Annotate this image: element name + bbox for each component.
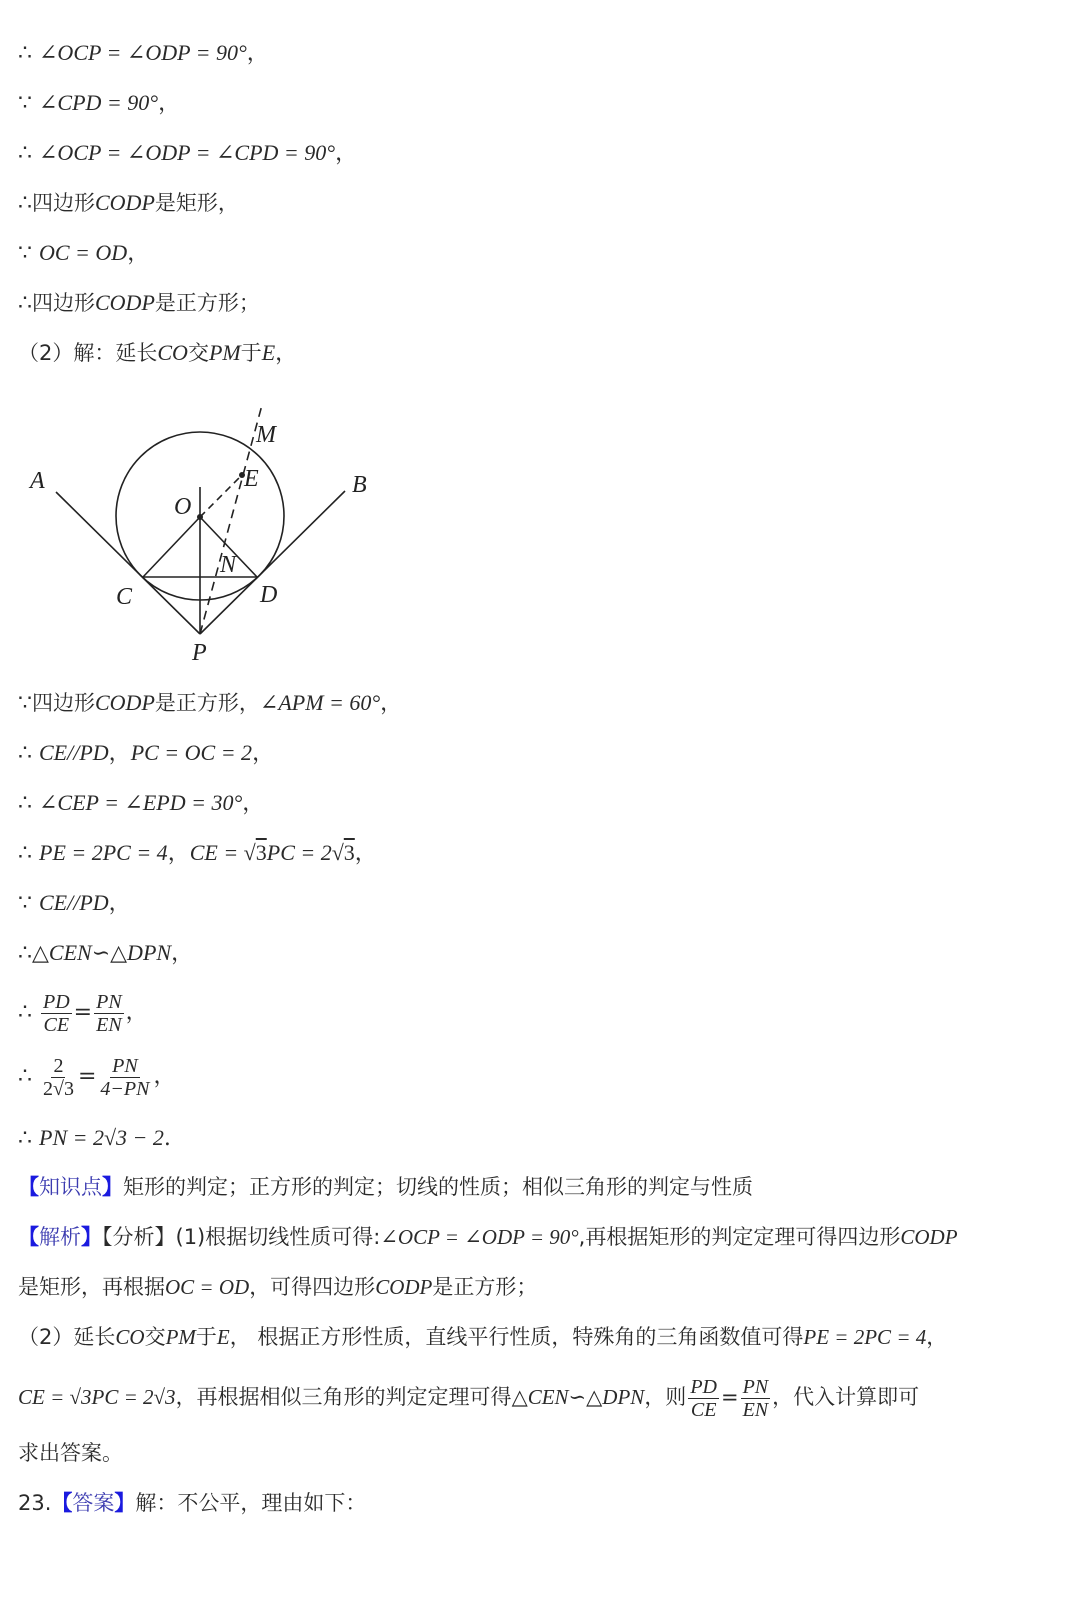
punctuation: ， bbox=[242, 791, 265, 816]
math-expression: CODP bbox=[375, 1275, 433, 1299]
proof-line-12 bbox=[18, 888, 131, 919]
punctuation: ， bbox=[246, 41, 269, 66]
math-expression: CO bbox=[115, 1325, 145, 1349]
punctuation: ， bbox=[158, 91, 181, 116]
bracket-open: 【 bbox=[18, 1175, 39, 1199]
numerator: PN bbox=[742, 1375, 769, 1398]
math-expression: PC = OC = 2 bbox=[130, 740, 253, 765]
text: 是正方形； bbox=[154, 291, 260, 315]
text: (1)根据切线性质可得: bbox=[175, 1225, 381, 1249]
denominator: CE bbox=[43, 1013, 70, 1036]
label-m: M bbox=[256, 422, 276, 448]
punctuation: ， bbox=[108, 741, 131, 766]
math-expression: E bbox=[216, 1325, 230, 1349]
answer-23 bbox=[18, 1488, 366, 1518]
answer-text: 解：不公平，理由如下： bbox=[135, 1491, 367, 1515]
numerator: PN bbox=[96, 990, 122, 1013]
proof-line-2 bbox=[18, 88, 180, 119]
bracket-close: 】 bbox=[102, 1175, 123, 1199]
label-a: A bbox=[30, 468, 45, 494]
math-expression: OC = OD bbox=[39, 240, 128, 265]
knowledge-text: 矩形的判定；正方形的判定；切线的性质；相似三角形的判定与性质 bbox=[123, 1175, 753, 1199]
label-c: C bbox=[116, 584, 133, 610]
text: ,再根据矩形的判定定理可得四边形 bbox=[578, 1225, 901, 1249]
punctuation: ， bbox=[127, 241, 150, 266]
fraction-pd-ce bbox=[688, 1376, 719, 1421]
therefore-symbol: ∴ bbox=[18, 941, 32, 966]
math-expression: CODP bbox=[95, 290, 155, 315]
therefore-symbol: ∴ bbox=[18, 1000, 32, 1025]
math-expression: OC = OD bbox=[165, 1275, 250, 1299]
math-expression: CE = √ bbox=[189, 840, 256, 865]
numerator: PD bbox=[43, 990, 70, 1013]
fraction-pn-over-4-minus-pn bbox=[98, 1055, 151, 1100]
knowledge-point bbox=[18, 1172, 753, 1202]
math-expression: PN = 2√3 − 2 bbox=[39, 1125, 164, 1150]
math-expression: CE//PD bbox=[39, 740, 109, 765]
because-symbol: ∵ bbox=[18, 241, 32, 266]
punctuation: ， bbox=[354, 841, 377, 866]
because-symbol: ∵ bbox=[18, 91, 32, 116]
fraction-pn-en bbox=[94, 991, 124, 1036]
math-expression: CODP bbox=[95, 190, 155, 215]
equals-sign: = bbox=[720, 1385, 739, 1409]
equals-sign: = bbox=[73, 1000, 93, 1025]
analysis-subtag: 【分析】 bbox=[102, 1225, 176, 1249]
math-expression: ∠OCP = ∠ODP = 90° bbox=[380, 1225, 579, 1249]
therefore-symbol: ∴ bbox=[18, 841, 32, 866]
proof-line-16 bbox=[18, 1123, 171, 1154]
fraction-2-over-2root3 bbox=[41, 1055, 76, 1100]
denominator: EN bbox=[742, 1398, 769, 1421]
math-expression: ∠OCP = ∠ODP = 90° bbox=[39, 40, 247, 65]
math-expression: △CEN∽△DPN bbox=[32, 940, 172, 965]
therefore-symbol: ∴ bbox=[18, 1064, 32, 1089]
proof-line-8 bbox=[18, 688, 402, 719]
fraction-pn-en bbox=[741, 1376, 771, 1421]
math-expression: PM bbox=[165, 1325, 196, 1349]
math-expression: PE = 2PC = 4 bbox=[39, 840, 168, 865]
math-expression: E bbox=[261, 340, 276, 365]
label-e: E bbox=[244, 466, 259, 492]
math-expression: CODP bbox=[900, 1225, 958, 1249]
math-expression: ∠OCP = ∠ODP = ∠CPD = 90° bbox=[39, 140, 336, 165]
text: 于 bbox=[240, 341, 262, 365]
text: ， 根据正方形性质，直线平行性质，特殊角的三角函数值可得 bbox=[229, 1325, 804, 1349]
radicand: 3 bbox=[255, 840, 267, 865]
math-expression: PE = 2PC = 4 bbox=[803, 1325, 927, 1349]
numerator: PD bbox=[690, 1375, 717, 1398]
therefore-symbol: ∴ bbox=[18, 1126, 32, 1151]
because-symbol: ∵ bbox=[18, 891, 32, 916]
label-o: O bbox=[174, 494, 192, 520]
text: ，代入计算即可 bbox=[772, 1385, 920, 1409]
numerator: PN bbox=[112, 1054, 138, 1077]
proof-line-1 bbox=[18, 38, 269, 69]
therefore-symbol: ∴ bbox=[18, 141, 32, 166]
proof-line-3 bbox=[18, 138, 357, 169]
proof-line-15 bbox=[18, 1052, 176, 1102]
math-expression: CO bbox=[157, 340, 188, 365]
knowledge-tag: 知识点 bbox=[39, 1175, 102, 1199]
therefore-symbol: ∴ bbox=[18, 291, 32, 316]
bracket-close: 】 bbox=[81, 1225, 102, 1249]
analysis-line-5 bbox=[18, 1438, 123, 1468]
text: ，则 bbox=[644, 1385, 687, 1409]
fraction-pd-ce bbox=[41, 991, 72, 1036]
punctuation: ， bbox=[167, 841, 190, 866]
text: 是正方形； bbox=[432, 1275, 538, 1299]
punctuation: ， bbox=[380, 691, 403, 716]
analysis-line-4 bbox=[18, 1372, 919, 1422]
therefore-symbol: ∴ bbox=[18, 191, 32, 216]
proof-line-5 bbox=[18, 238, 149, 269]
text: 四边形 bbox=[32, 691, 95, 715]
numerator: 2 bbox=[53, 1054, 64, 1077]
math-expression: ∠CEP = ∠EPD = 30° bbox=[39, 790, 243, 815]
label-b: B bbox=[352, 472, 367, 498]
therefore-symbol: ∴ bbox=[18, 41, 32, 66]
question-number: 23. bbox=[18, 1491, 52, 1515]
text: 是矩形， bbox=[154, 191, 239, 215]
point-o bbox=[197, 514, 203, 520]
text: 是正方形， bbox=[154, 691, 260, 715]
therefore-symbol: ∴ bbox=[18, 741, 32, 766]
therefore-symbol: ∴ bbox=[18, 791, 32, 816]
label-n: N bbox=[220, 552, 237, 578]
math-expression: CODP bbox=[95, 690, 155, 715]
proof-line-9 bbox=[18, 738, 274, 769]
punctuation: . bbox=[163, 1126, 171, 1151]
circle-tangent-diagram bbox=[20, 380, 380, 660]
text: 四边形 bbox=[32, 291, 95, 315]
proof-line-13 bbox=[18, 938, 193, 969]
text: 于 bbox=[195, 1325, 217, 1349]
denominator: EN bbox=[96, 1013, 122, 1036]
analysis-line-3 bbox=[18, 1322, 947, 1352]
proof-line-4 bbox=[18, 188, 239, 219]
text: 交 bbox=[187, 341, 209, 365]
radicand: 3 bbox=[343, 840, 355, 865]
proof-line-6 bbox=[18, 288, 260, 319]
denominator: 4−PN bbox=[100, 1077, 150, 1100]
math-expression: CE = √3PC = 2√3 bbox=[18, 1385, 176, 1409]
punctuation: ， bbox=[335, 141, 358, 166]
proof-line-14 bbox=[18, 988, 148, 1038]
analysis-line-2 bbox=[18, 1272, 537, 1302]
punctuation: ， bbox=[125, 1000, 148, 1025]
proof-line-7 bbox=[18, 338, 297, 369]
math-expression: ∠APM = 60° bbox=[259, 690, 381, 715]
text: 四边形 bbox=[32, 191, 95, 215]
equals-sign: = bbox=[77, 1064, 97, 1089]
text: ，可得四边形 bbox=[249, 1275, 376, 1299]
math-expression: ∠CPD = 90° bbox=[39, 90, 159, 115]
punctuation: ， bbox=[153, 1064, 176, 1089]
because-symbol: ∵ bbox=[18, 691, 32, 716]
text: 交 bbox=[144, 1325, 166, 1349]
proof-line-10 bbox=[18, 788, 264, 819]
math-expression: CE//PD bbox=[39, 890, 109, 915]
answer-tag: 答案 bbox=[72, 1491, 115, 1515]
punctuation: ， bbox=[275, 341, 298, 366]
math-expression: PC = 2√ bbox=[266, 840, 344, 865]
denominator: 2√3 bbox=[43, 1077, 74, 1100]
text: （2）延长 bbox=[18, 1325, 116, 1349]
punctuation: ， bbox=[252, 741, 275, 766]
label-d: D bbox=[260, 582, 278, 608]
analysis-tag: 解析 bbox=[39, 1225, 81, 1249]
punctuation: ， bbox=[171, 941, 194, 966]
text: 是矩形，再根据 bbox=[18, 1275, 165, 1299]
bracket-close: 】 bbox=[114, 1491, 136, 1515]
text: ，再根据相似三角形的判定定理可得 bbox=[175, 1385, 512, 1409]
punctuation: ， bbox=[926, 1325, 948, 1349]
analysis-line-1 bbox=[18, 1222, 958, 1252]
text: 求出答案。 bbox=[18, 1441, 123, 1465]
bracket-open: 【 bbox=[18, 1225, 39, 1249]
denominator: CE bbox=[690, 1398, 717, 1421]
math-expression: PM bbox=[208, 340, 241, 365]
label-p: P bbox=[192, 640, 207, 660]
proof-line-11 bbox=[18, 838, 377, 869]
punctuation: ， bbox=[108, 891, 131, 916]
geometry-figure bbox=[20, 380, 380, 660]
math-expression: △CEN∽△DPN bbox=[511, 1385, 645, 1409]
bracket-open: 【 bbox=[51, 1491, 73, 1515]
text: （2）解：延长 bbox=[18, 341, 158, 365]
